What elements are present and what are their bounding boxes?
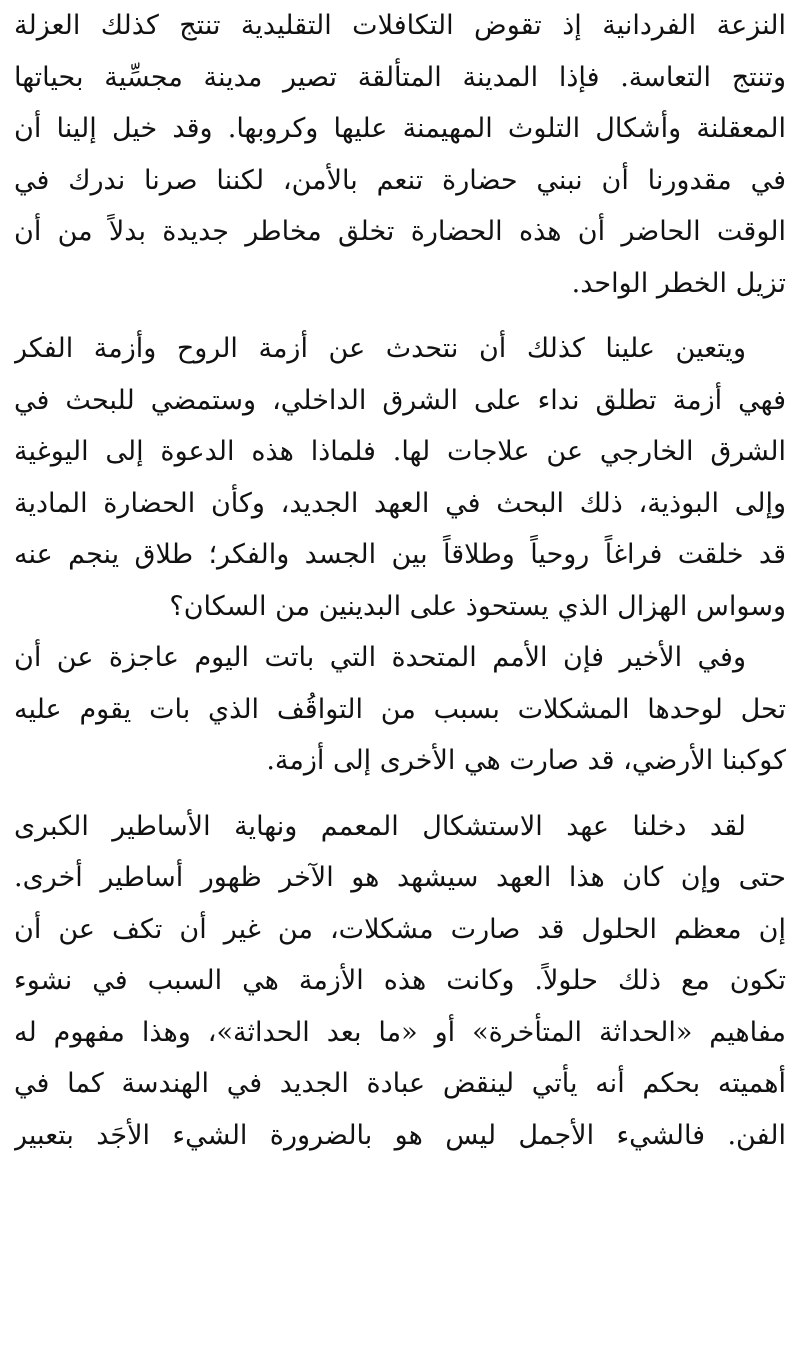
- paragraph-spacer: [14, 787, 786, 801]
- text-line: المعقلنة وأشكال التلوث المهيمنة عليها وكروبها. وقد خيل إلينا أن: [14, 113, 786, 144]
- paragraph-2: [14, 323, 786, 632]
- text-line: قد خلقت فراغاً روحياً وطلاقاً بين الجسد والفكر؛ طلاق ينجم عنه: [14, 539, 786, 570]
- text-line: وسواس الهزال الذي يستحوذ على البدينين من السكان؟: [169, 590, 786, 622]
- text-line: فهي أزمة تطلق نداء على الشرق الداخلي، وستمضي للبحث في: [14, 384, 786, 416]
- text-line: حتى وإن كان هذا العهد سيشهد هو الآخر ظهور أساطير أخرى.: [14, 862, 786, 893]
- text-line: الوقت الحاضر أن هذه الحضارة تخلق مخاطر جديدة بدلاً من أن: [14, 216, 786, 247]
- text-line: مفاهيم «الحداثة المتأخرة» أو «ما بعد الحداثة»، وهذا مفهوم له: [14, 1016, 786, 1048]
- text-line: ويتعين علينا كذلك أن نتحدث عن أزمة الروح وأزمة الفكر: [14, 333, 746, 364]
- text-line: الفن. فالشيء الأجمل ليس هو بالضرورة الشيء الأجَد بتعبير: [14, 1119, 786, 1151]
- paragraph-1: [14, 0, 786, 309]
- text-line: وإلى البوذية، ذلك البحث في العهد الجديد، وكأن الحضارة المادية: [14, 487, 786, 519]
- text-line: وفي الأخير فإن الأمم المتحدة التي باتت اليوم عاجزة عن أن: [14, 642, 746, 673]
- text-line: تزيل الخطر الواحد.: [571, 267, 786, 299]
- text-line: النزعة الفردانية إذ تقوض التكافلات التقليدية تنتج كذلك العزلة: [14, 10, 786, 41]
- text-line: كوكبنا الأرضي، قد صارت هي الأخرى إلى أزمة.: [266, 745, 786, 776]
- text-line: أهميته بحكم أنه يأتي لينقض عبادة الجديد في الهندسة كما في: [14, 1068, 786, 1099]
- text-line: وتنتج التعاسة. فإذا المدينة المتألقة تصير مدينة مجسِّية بحياتها: [14, 61, 786, 93]
- text-line: في مقدورنا أن نبني حضارة تنعم بالأمن، لكننا صرنا ندرك في: [14, 164, 786, 196]
- paragraph-3: [14, 632, 786, 787]
- paragraph-4: [14, 801, 786, 1162]
- text-line: تحل لوحدها المشكلات بسبب من التواقُف الذي بات يقوم عليه: [14, 693, 786, 725]
- paragraph-spacer: [14, 309, 786, 323]
- text-line: تكون مع ذلك حلولاً. وكانت هذه الأزمة هي السبب في نشوء: [14, 965, 786, 996]
- text-line: لقد دخلنا عهد الاستشكال المعمم ونهاية الأساطير الكبرى: [14, 810, 746, 842]
- text-line: الشرق الخارجي عن علاجات لها. فلماذا هذه الدعوة إلى اليوغية: [14, 436, 786, 467]
- text-line: إن معظم الحلول قد صارت مشكلات، من غير أن تكف عن أن: [14, 913, 786, 945]
